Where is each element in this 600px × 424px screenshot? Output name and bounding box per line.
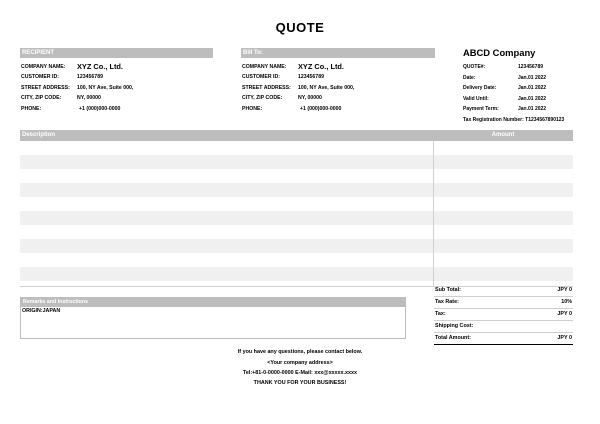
- delivery-date-row: [463, 83, 600, 94]
- field-label: CITY, ZIP CODE:: [21, 95, 62, 102]
- bill-to-address: 100, NY Ave, Suite 000,: [298, 84, 355, 91]
- subtotal-value: JPY 0: [557, 287, 572, 293]
- meta-label: Valid Until:: [463, 95, 489, 102]
- recipient-phone-row: [21, 104, 214, 114]
- bill-to-company-row: [242, 62, 435, 72]
- bill-to-customer-id-row: [242, 72, 435, 82]
- shipping-cost-row: [434, 321, 573, 333]
- bill-to-fields: [242, 62, 435, 114]
- table-row-stripe: [20, 267, 573, 281]
- field-label: PHONE:: [242, 105, 263, 112]
- total-amount-value: JPY 0: [557, 335, 572, 341]
- table-row-stripe: [20, 183, 573, 197]
- totals-section: [434, 285, 573, 345]
- recipient-address: 100, NY Ave, Suite 000,: [77, 84, 134, 91]
- recipient-customer-id: 123456789: [77, 74, 103, 81]
- bill-to-city-row: [242, 93, 435, 103]
- quote-meta: [463, 62, 600, 126]
- field-label: COMPANY NAME:: [242, 64, 287, 70]
- table-row-stripe: [20, 211, 573, 225]
- footer-company-address: <Your company address>: [267, 360, 333, 366]
- subtotal-row: [434, 285, 573, 297]
- company-name: ABCD Company: [463, 47, 536, 58]
- bill-to-company-name: XYZ Co., Ltd.: [298, 62, 344, 71]
- date-row: [463, 73, 600, 84]
- items-table-header: [20, 130, 573, 141]
- tax-value: JPY 0: [557, 311, 572, 317]
- recipient-phone: +1 (000)000-0000: [79, 105, 121, 112]
- recipient-company-name: XYZ Co., Ltd.: [77, 62, 123, 71]
- payment-term: Jan.01 2022: [518, 106, 547, 113]
- bill-to-header: Bill To:: [241, 48, 435, 58]
- amount-column-divider: [433, 141, 434, 287]
- field-label: STREET ADDRESS:: [21, 84, 70, 91]
- field-label: CUSTOMER ID:: [242, 74, 280, 81]
- amount-column-header: Amount: [491, 132, 515, 138]
- recipient-fields: [21, 62, 214, 114]
- quote-number-row: [463, 62, 600, 73]
- quote-number: 123456789: [518, 64, 544, 70]
- field-label: STREET ADDRESS:: [242, 84, 291, 91]
- field-label: COMPANY NAME:: [21, 64, 66, 70]
- remarks-box: [20, 297, 406, 339]
- totals-label: Total Amount:: [435, 335, 471, 341]
- bill-to-city: NY, 00000: [298, 95, 322, 102]
- delivery-date: Jan.01 2022: [518, 85, 547, 92]
- tax-row: [434, 309, 573, 321]
- meta-label: Payment Term:: [463, 106, 499, 113]
- footer-thank-you: THANK YOU FOR YOUR BUSINESS!: [253, 380, 347, 386]
- description-column-header: Description: [22, 132, 56, 138]
- table-row-stripe: [20, 239, 573, 253]
- recipient-company-row: [21, 62, 214, 72]
- bill-to-phone-row: [242, 104, 435, 114]
- tax-registration-row: [463, 115, 600, 126]
- field-label: CUSTOMER ID:: [21, 74, 59, 81]
- bill-to-customer-id: 123456789: [298, 74, 324, 81]
- meta-label: Delivery Date:: [463, 85, 497, 92]
- valid-until: Jan.01 2022: [518, 95, 547, 102]
- recipient-city-row: [21, 93, 214, 103]
- tax-registration-number: Tax Registration Number: T1234567890123: [463, 116, 565, 123]
- totals-label: Shipping Cost:: [435, 323, 474, 329]
- totals-label: Tax Rate:: [435, 299, 459, 305]
- field-label: PHONE:: [21, 105, 42, 112]
- recipient-header: RECIPIENT: [20, 48, 213, 58]
- recipient-address-row: [21, 83, 214, 93]
- recipient-city: NY, 00000: [77, 95, 101, 102]
- footer-contact-details: Tel:+81-0-0000-0000 E-Mail: xxx@xxxxx.xxxx: [242, 370, 358, 376]
- payment-term-row: [463, 104, 600, 115]
- footer-contact-prompt: If you have any questions, please contact below.: [237, 349, 363, 355]
- field-label: CITY, ZIP CODE:: [242, 95, 283, 102]
- totals-label: Tax:: [435, 311, 446, 317]
- document-title: QUOTE: [275, 20, 325, 35]
- recipient-customer-id-row: [21, 72, 214, 82]
- meta-label: QUOTE#:: [463, 64, 486, 70]
- totals-label: Sub Total:: [435, 287, 461, 293]
- remarks-header: Remarks and Instructions: [21, 298, 405, 307]
- remarks-text: ORIGIN:JAPAN: [22, 308, 61, 314]
- tax-rate-value: 10%: [561, 299, 572, 305]
- bill-to-phone: +1 (000)000-0000: [300, 105, 342, 112]
- meta-label: Date:: [463, 74, 476, 81]
- bill-to-address-row: [242, 83, 435, 93]
- table-row-stripe: [20, 155, 573, 169]
- total-amount-row: [434, 333, 573, 345]
- quote-date: Jan.01 2022: [518, 74, 547, 81]
- valid-until-row: [463, 94, 600, 105]
- tax-rate-row: [434, 297, 573, 309]
